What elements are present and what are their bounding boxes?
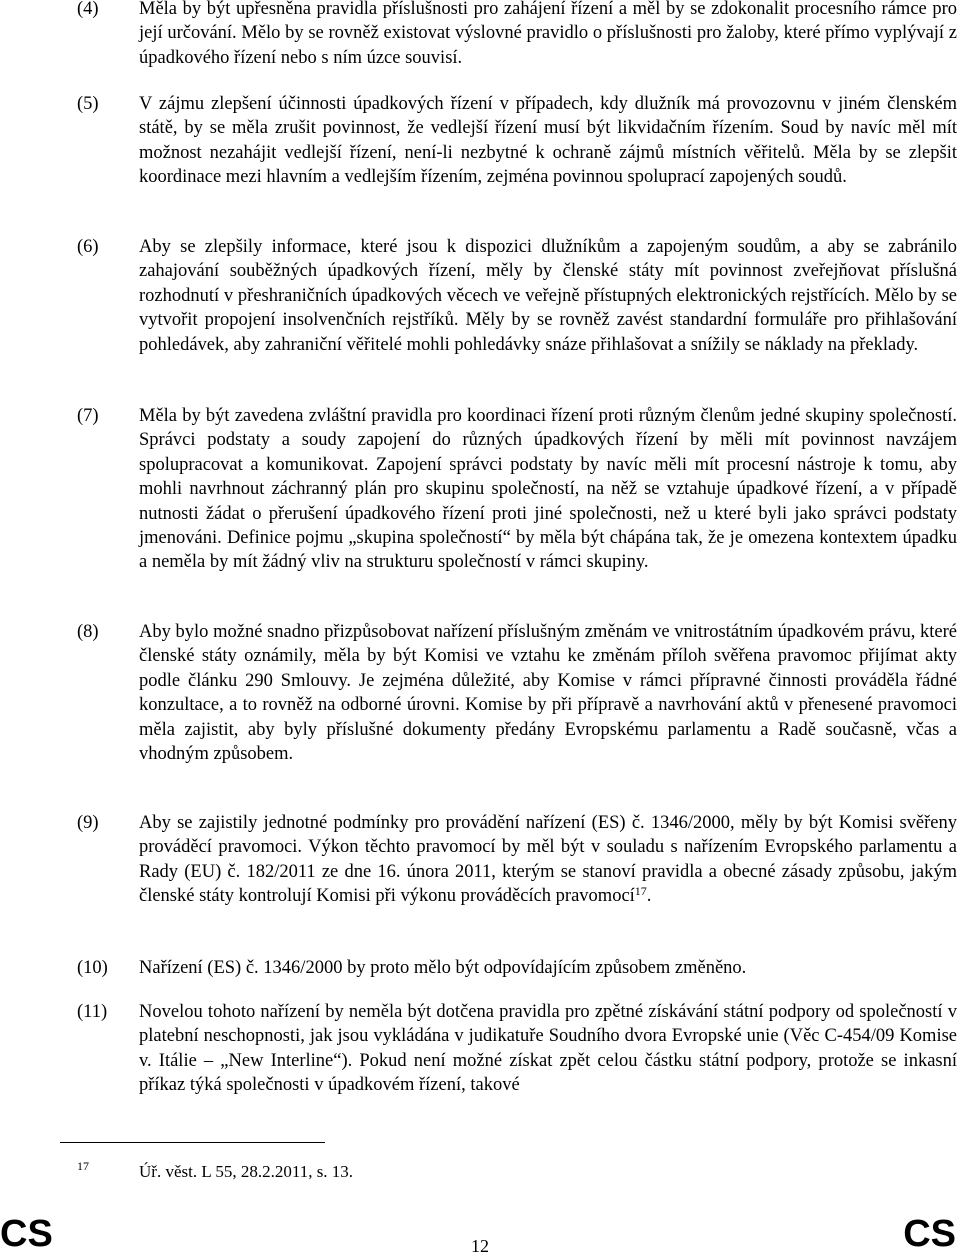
recital-text: Aby bylo možné snadno přizpůsobovat nařízení příslušným změnám ve vnitrostátním úpadkovém právu, které členské státy oznámily, měla by být Komisi ve vztahu ke změnám příloh svěřena pravomoc přijímat akty podle článku 290 Smlouvy. Je zejména důležité, aby Komise v rámci přípravné činnosti prováděla řádné konzultace, a to rovněž na odborné úrovni. Komise by při přípravě a navrhování aktů v přenesené pravomoci měla zajistit, aby byly příslušné dokumenty předány Evropskému parlamentu a Radě současně, včas a vhodným způsobem.: [139, 622, 957, 765]
footnote-reference: 17: [634, 884, 647, 899]
recital-9: [77, 811, 957, 909]
footnote-text: Úř. věst. L 55, 28.2.2011, s. 13.: [139, 1162, 354, 1181]
recital-number: (9): [77, 813, 99, 833]
recital-text: Novelou tohoto nařízení by neměla být dotčena pravidla pro zpětné získávání státní podpory od společností v platební neschopnosti, jak jsou vykládána v judikatuře Soudního dvora Evropské unie (Věc C-454/09 Komise v. Itálie – „New Interline“). Pokud není možné získat zpět celou částku státní podpory, protože se inkasní příkaz týká společnosti v úpadkovém řízení, takové: [139, 1002, 957, 1096]
recital-10: [77, 956, 957, 980]
recital-text-end: .: [646, 886, 652, 907]
recital-11: [77, 1000, 957, 1098]
recital-number: (7): [77, 406, 99, 426]
recital-number: (6): [77, 237, 99, 257]
language-code-left: CS: [0, 1213, 53, 1255]
recital-number: (8): [77, 622, 99, 642]
recital-number: (4): [77, 0, 99, 19]
page-number: 12: [471, 1236, 489, 1256]
recital-text: Nařízení (ES) č. 1346/2000 by proto mělo být odpovídajícím způsobem změněno.: [139, 958, 747, 978]
recital-number: (5): [77, 94, 99, 114]
recital-text: Měla by být upřesněna pravidla příslušnosti pro zahájení řízení a měl by se zdokonalit procesního rámce pro její určování. Mělo by se rovněž existovat výslovné pravidlo o příslušnosti pro žaloby, které přímo vyplývají z úpadkového řízení nebo s ním úzce souvisí.: [139, 0, 957, 68]
recital-text: Měla by být zavedena zvláštní pravidla pro koordinaci řízení proti různým členům jedné skupiny společností. Správci podstaty a soudy zapojení do různých úpadkových řízení by měli mít povinnost navzájem spolupracovat a komunikovat. Zapojení správci podstaty by navíc měli mít procesní nástroje k tomu, aby mohli navrhnout záchranný plán pro skupinu společností, na něž se vztahuje úpadkové řízení, a v případě nutnosti žádat o přerušení úpadkového řízení proti jiné společnosti, než u které byli jako správci podstaty jmenováni. Definice pojmu „skupina společností“ by měla být chápána tak, že je omezena kontextem úpadku a neměla by mít žádný vliv na strukturu společností v rámci skupiny.: [139, 406, 957, 573]
footnote: [77, 1160, 353, 1184]
recital-8: [77, 620, 957, 766]
footnote-separator: [60, 1142, 325, 1143]
footnote-mark: 17: [77, 1159, 89, 1173]
recital-6: [77, 235, 957, 357]
recital-4: [77, 0, 957, 70]
recital-5: [77, 92, 957, 190]
recital-text: [139, 811, 957, 909]
recital-text: V zájmu zlepšení účinnosti úpadkových řízení v případech, kdy dlužník má provozovnu v jiném členském státě, by se měla zrušit povinnost, že vedlejší řízení musí být likvidačním řízením. Soud by navíc měl mít možnost nezahájit vedlejší řízení, není-li nezbytné k ochraně zájmů místních věřitelů. Měla by se zlepšit koordinace mezi hlavním a vedlejším řízením, zejména povinnou spoluprací zapojených soudů.: [139, 94, 957, 188]
recital-number: (11): [77, 1002, 108, 1022]
recital-text-main: Aby se zajistily jednotné podmínky pro provádění nařízení (ES) č. 1346/2000, měly by být Komisi svěřeny prováděcí pravomoci. Výkon těchto pravomocí by měl být v souladu s nařízením Evropského parlamentu a Rady (EU) č. 182/2011 ze dne 16. února 2011, kterým se stanoví pravidla a obecné zásady způsobu, jakým členské státy kontrolují Komisi při výkonu prováděcích pravomocí: [139, 813, 957, 907]
language-code-right: CS: [903, 1213, 956, 1255]
recital-text: Aby se zlepšily informace, které jsou k dispozici dlužníkům a zapojeným soudům, a aby se zabránilo zahajování souběžných úpadkových řízení, měly by členské státy mít povinnost zveřejňovat příslušná rozhodnutí v přeshraničních úpadkových věcech ve veřejně přístupných elektronických rejstřících. Mělo by se vytvořit propojení insolvenčních rejstříků. Měly by se rovněž zavést standardní formuláře pro přihlašování pohledávek, aby zahraniční věřitelé mohli pohledávky snáze přihlašovat a snížily se náklady na překlady.: [139, 237, 957, 355]
recital-number: (10): [77, 958, 108, 978]
recital-7: [77, 404, 957, 575]
